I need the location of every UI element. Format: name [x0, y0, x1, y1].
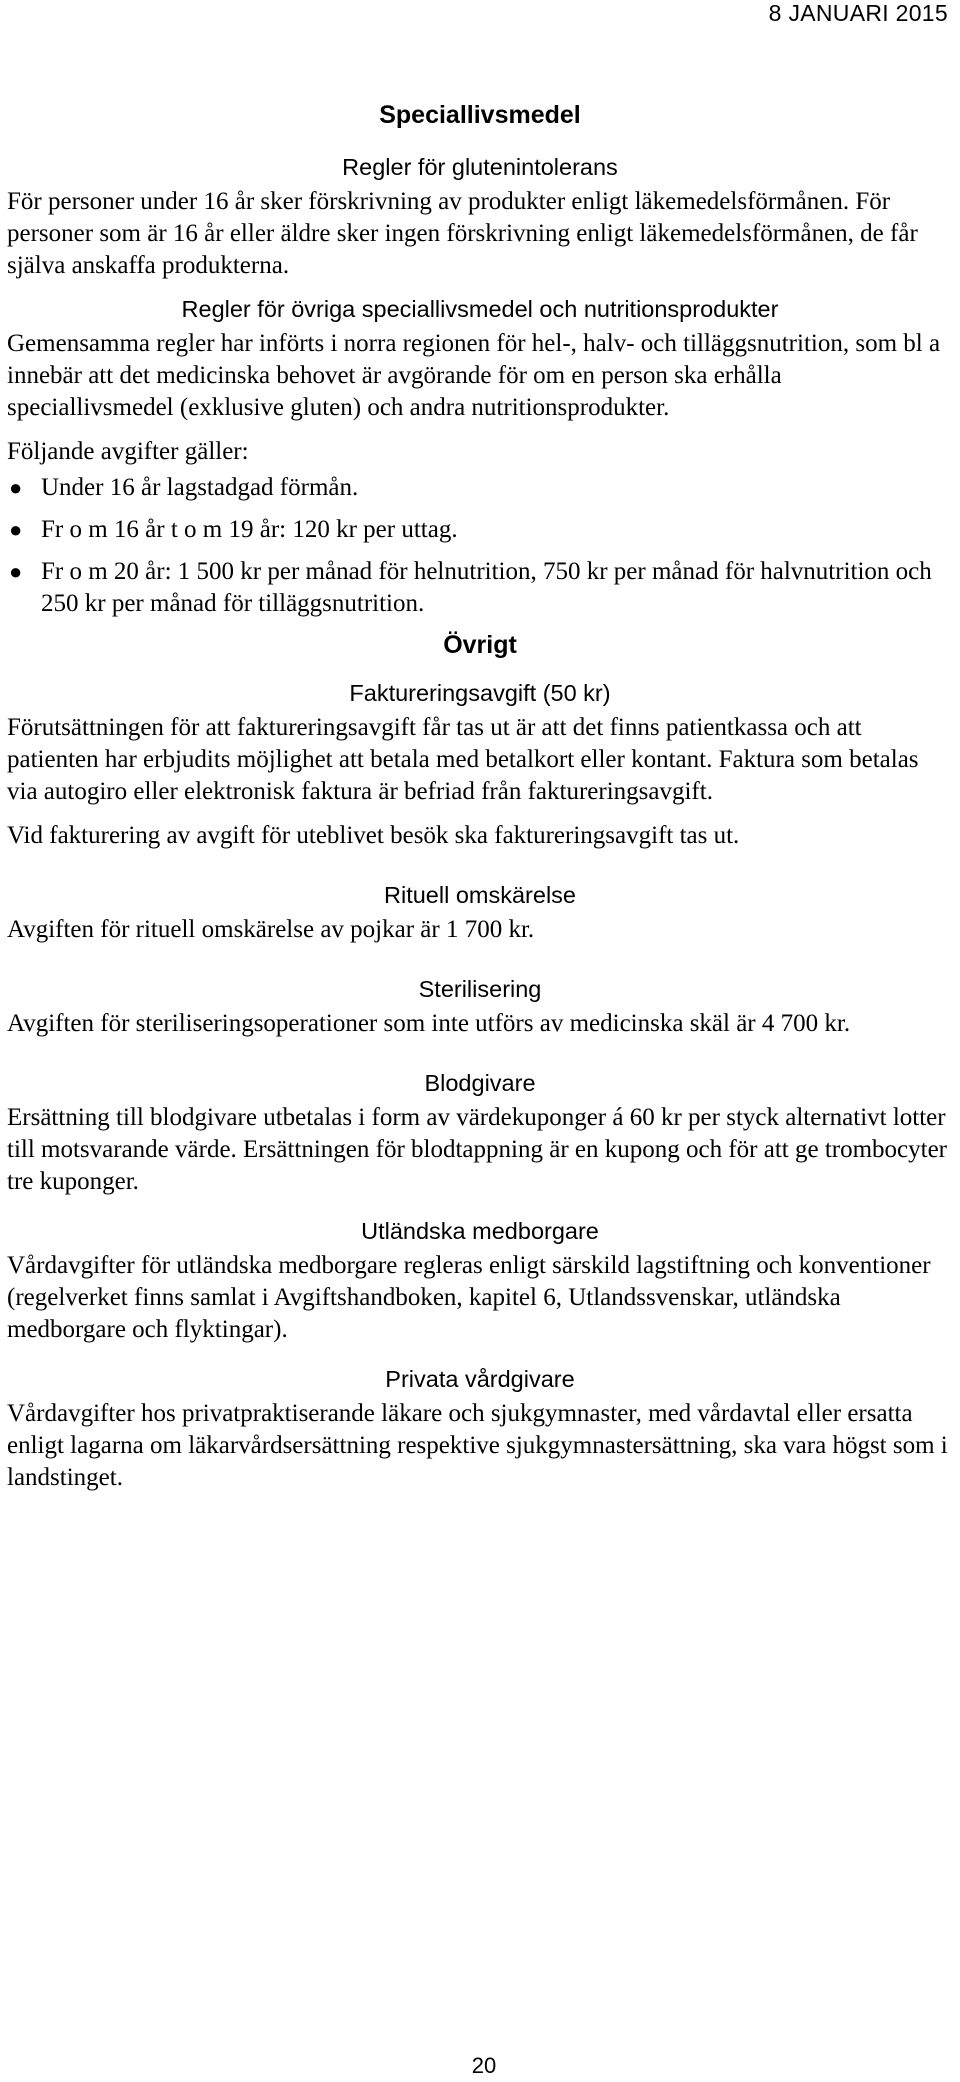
- subheading-other-products: Regler för övriga speciallivsmedel och nutritionsprodukter: [181, 296, 779, 322]
- bullet-icon: ●: [9, 517, 23, 542]
- fees-intro: Följande avgifter gäller:: [7, 438, 249, 465]
- subheading-blodgivare: Blodgivare: [424, 1070, 536, 1096]
- paragraph-faktureringsavgift-2: Vid fakturering av avgift för uteblivet besök ska faktureringsavgift tas ut.: [7, 822, 740, 849]
- fee-text: Fr o m 20 år: 1 500 kr per månad för helnutrition, 750 kr per månad för halvnutrition och 250 kr per månad för tilläggsnutrition.: [41, 558, 932, 617]
- subheading-faktureringsavgift: Faktureringsavgift (50 kr): [349, 680, 611, 706]
- fees-list: [7, 472, 953, 620]
- paragraph-rituell-omskarelse: Avgiften för rituell omskärelse av pojkar är 1 700 kr.: [7, 916, 535, 943]
- page-content: [7, 100, 953, 1506]
- section-title-speciallivsmedel: Speciallivsmedel: [379, 101, 581, 129]
- bullet-icon: ●: [9, 559, 23, 584]
- subheading-privata-vardgivare: Privata vårdgivare: [385, 1366, 575, 1392]
- fee-text: Fr o m 16 år t o m 19 år: 120 kr per uttag.: [41, 516, 458, 543]
- fee-text: Under 16 år lagstadgad förmån.: [41, 474, 359, 501]
- list-item: [7, 514, 953, 546]
- header-date: 8 JANUARI 2015: [768, 0, 948, 26]
- subheading-utlandska-medborgare: Utländska medborgare: [361, 1218, 599, 1244]
- paragraph-sterilisering: Avgiften för steriliseringsoperationer som inte utförs av medicinska skäl är 4 700 kr.: [7, 1010, 851, 1037]
- page-number: 20: [471, 2053, 497, 2078]
- paragraph-privata-vardgivare: Vårdavgifter hos privatpraktiserande läkare och sjukgymnaster, med vårdavtal eller ersatta enligt lagarna om läkarvårdsersättning respektive sjukgymnastersättning, ska vara högst som i landstinget.: [7, 1400, 948, 1491]
- bullet-icon: ●: [9, 475, 23, 500]
- paragraph-gluten: För personer under 16 år sker förskrivning av produkter enligt läkemedelsförmånen. För personer som är 16 år eller äldre sker ingen förskrivning enligt läkemedelsförmånen, de får själva anskaffa produkterna.: [7, 188, 918, 279]
- paragraph-other-products: Gemensamma regler har införts i norra regionen för hel-, halv- och tilläggsnutrition, som bl a innebär att det medicinska behovet är avgörande för om en person ska erhålla speciallivsmedel (exklusive gluten) och andra nutritionsprodukter.: [7, 330, 941, 421]
- paragraph-utlandska-medborgare: Vårdavgifter för utländska medborgare regleras enligt särskild lagstiftning och konventioner (regelverket finns samlat i Avgiftshandboken, kapitel 6, Utlandssvenskar, utländska medborgare och flyktingar).: [7, 1252, 931, 1343]
- list-item: [7, 472, 953, 504]
- section-title-ovrigt: Övrigt: [443, 631, 517, 659]
- subheading-sterilisering: Sterilisering: [418, 976, 542, 1002]
- subheading-gluten: Regler för glutenintolerans: [342, 154, 618, 180]
- paragraph-faktureringsavgift: Förutsättningen för att faktureringsavgift får tas ut är att det finns patientkassa och att patienten har erbjudits möjlighet att betala med betalkort eller kontant. Faktura som betalas via autogiro eller elektronisk faktura är befriad från faktureringsavgift.: [7, 714, 919, 805]
- subheading-rituell-omskarelse: Rituell omskärelse: [384, 882, 576, 908]
- list-item: [7, 556, 953, 620]
- paragraph-blodgivare: Ersättning till blodgivare utbetalas i form av värdekuponger á 60 kr per styck alternativt lotter till motsvarande värde. Ersättningen för blodtappning är en kupong och för att ge trombocyter tre kuponger.: [7, 1104, 948, 1195]
